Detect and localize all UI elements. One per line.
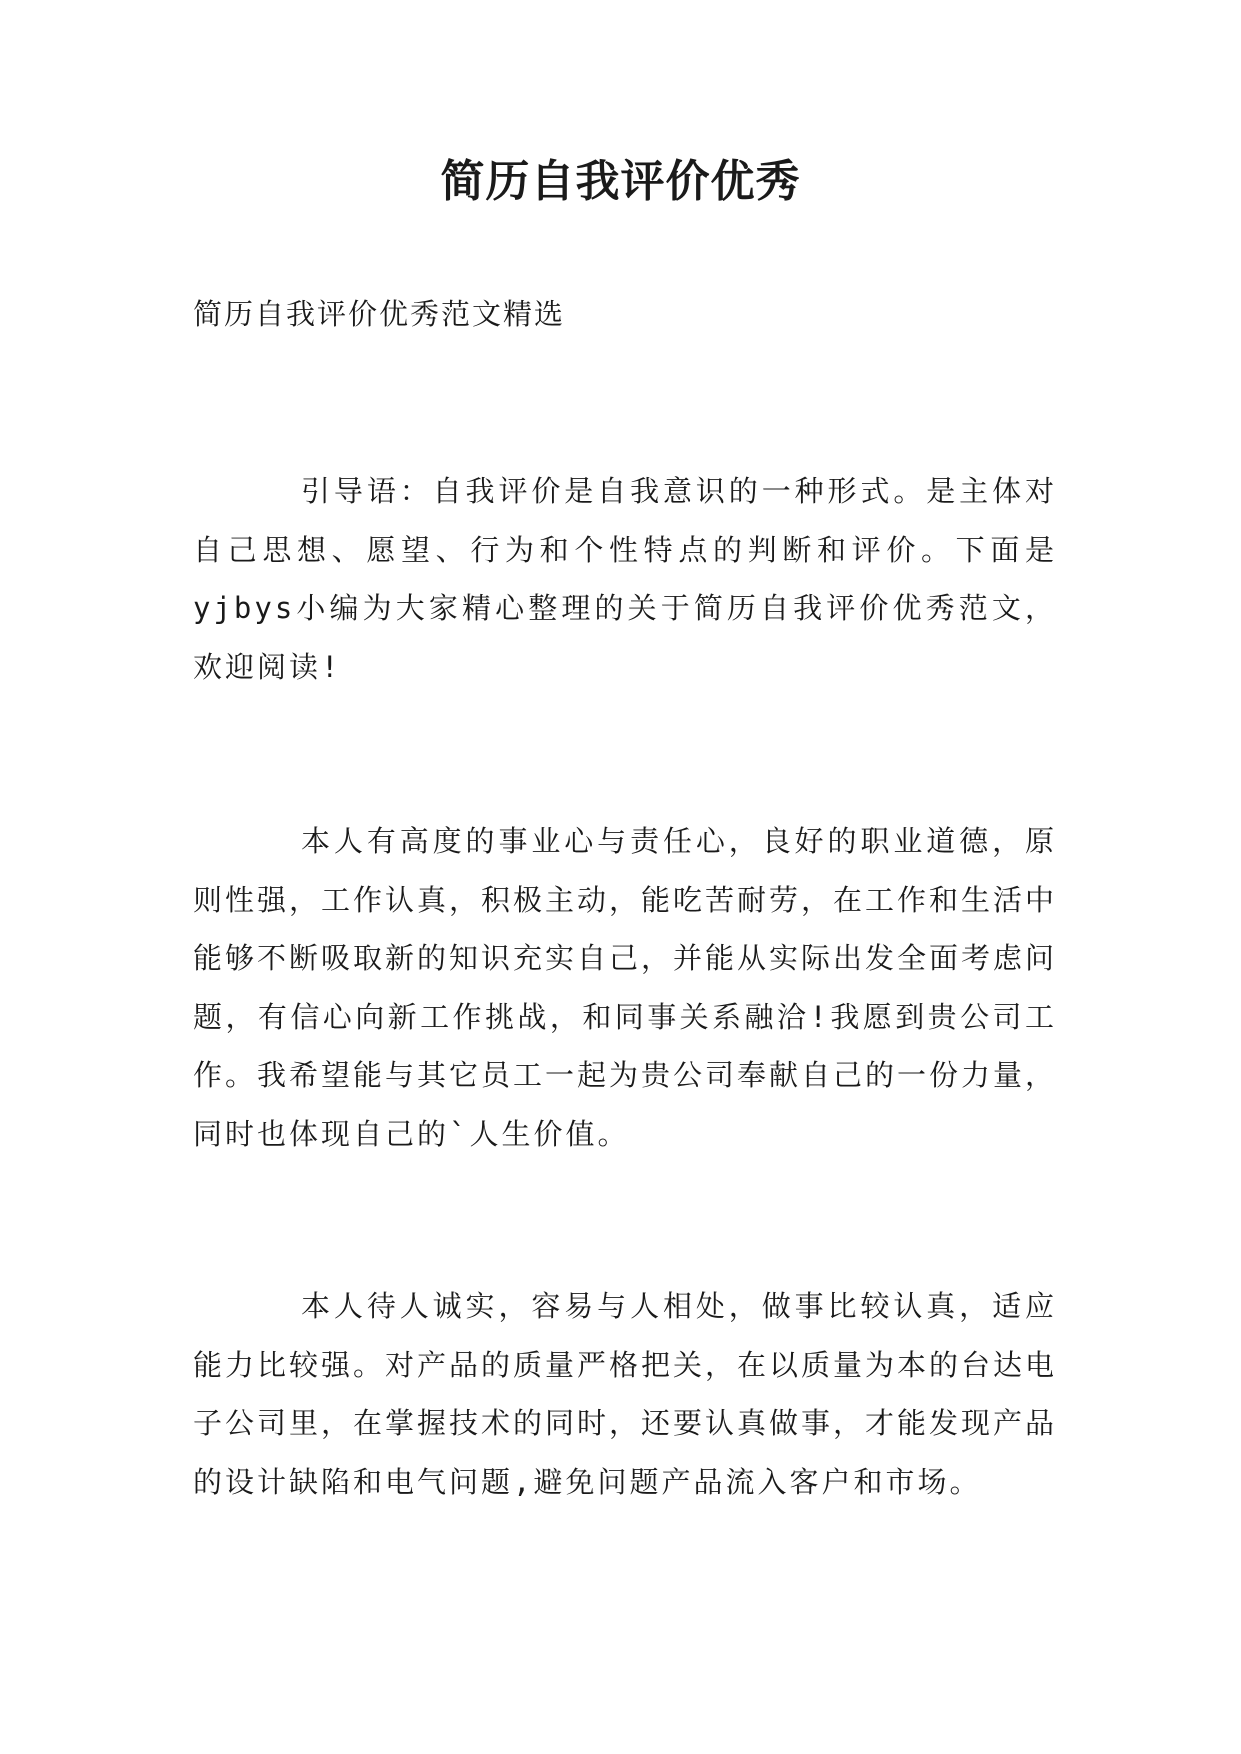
body-paragraph-1: 本人有高度的事业心与责任心，良好的职业道德，原则性强，工作认真，积极主动，能吃苦耐劳，在工作和生活中能够不断吸取新的知识充实自己，并能从实际出发全面考虑问题，有信心向新工作挑战，和同事关系融洽!我愿到贵公司工作。我希望能与其它员工一起为贵公司奉献自己的一份力量，同时也体现自己的`人生价值。 xyxy=(193,824,1058,1151)
intro-paragraph: 引导语：自我评价是自我意识的一种形式。是主体对自己思想、愿望、行为和个性特点的判断和评价。下面是yjbys小编为大家精心整理的关于简历自我评价优秀范文，欢迎阅读! xyxy=(193,474,1057,684)
document-subtitle: 简历自我评价优秀范文精选 xyxy=(193,297,566,331)
body-paragraph-2: 本人待人诚实，容易与人相处，做事比较认真，适应能力比较强。对产品的质量严格把关，在以质量为本的台达电子公司里，在掌握技术的同时，还要认真做事，才能发现产品的设计缺陷和电气问题,避免问题产品流入客户和市场。 xyxy=(193,1289,1058,1499)
document-title: 简历自我评价优秀 xyxy=(440,156,801,207)
